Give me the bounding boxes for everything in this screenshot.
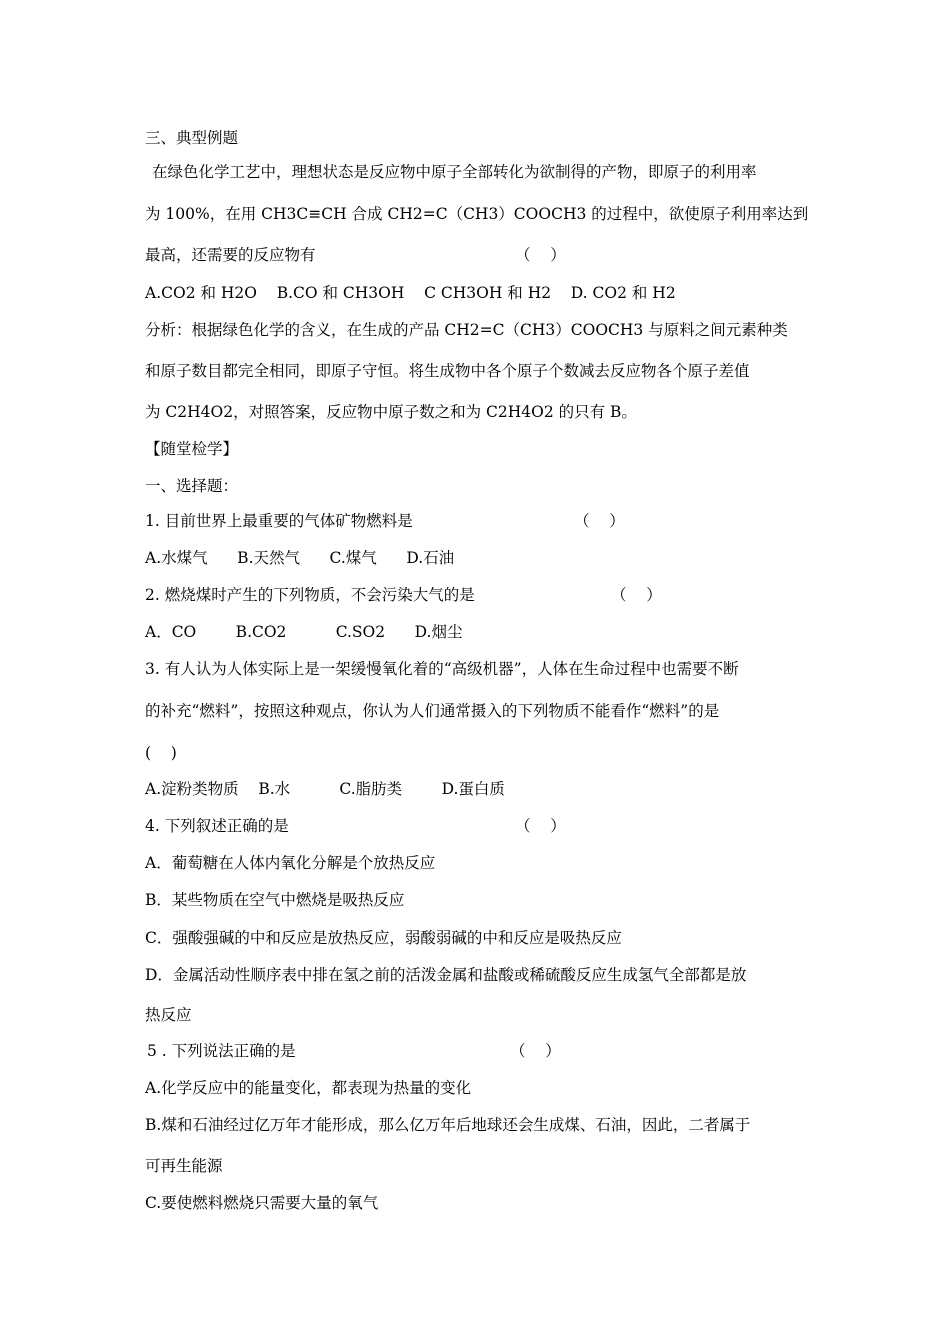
q2-answer-bracket: （ ）: [611, 586, 662, 604]
q5-option-b-line-1: B.煤和石油经过亿万年才能形成，那么亿万年后地球还会生成煤、石油，因此，二者属于: [145, 1116, 751, 1134]
q4-answer-bracket: （ ）: [515, 817, 566, 835]
q4-stem: 4. 下列叙述正确的是: [145, 817, 289, 835]
q2-stem: 2. 燃烧煤时产生的下列物质，不会污染大气的是: [145, 586, 475, 604]
q2-options: A．CO B.CO2 C.SO2 D.烟尘: [145, 623, 463, 641]
example-analysis-3: 为 C2H4O2，对照答案，反应物中原子数之和为 C2H4O2 的只有 B。: [145, 403, 637, 421]
example-line-2: 为 100%，在用 CH3C≡CH 合成 CH2=C（CH3）COOCH3 的过程中，欲使原子利用率达到: [145, 205, 809, 223]
q5-option-a: A.化学反应中的能量变化，都表现为热量的变化: [145, 1079, 472, 1097]
q4-option-d-line-1: D．金属活动性顺序表中排在氢之前的活泼金属和盐酸或稀硫酸反应生成氢气全部都是放: [145, 966, 747, 984]
q4-option-a: A．葡萄糖在人体内氧化分解是个放热反应: [145, 854, 436, 872]
section-title: 三、典型例题: [145, 129, 239, 147]
q3-answer-bracket: ( ): [145, 744, 177, 762]
example-analysis-1: 分析：根据绿色化学的含义，在生成的产品 CH2=C（CH3）COOCH3 与原料之间元素种类: [145, 321, 788, 339]
example-line-3: 最高，还需要的反应物有: [145, 246, 316, 264]
q4-option-c: C．强酸强碱的中和反应是放热反应，弱酸弱碱的中和反应是吸热反应: [145, 929, 622, 947]
example-options: A.CO2 和 H2O B.CO 和 CH3OH C CH3OH 和 H2 D. CO2 和 H2: [145, 284, 676, 302]
q1-options: A.水煤气 B.天然气 C.煤气 D.石油: [145, 549, 455, 567]
example-line-1: 在绿色化学工艺中，理想状态是反应物中原子全部转化为欲制得的产物，即原子的利用率: [152, 163, 757, 181]
q5-option-c: C.要使燃料燃烧只需要大量的氧气: [145, 1194, 379, 1212]
q3-options: A.淀粉类物质 B.水 C.脂肪类 D.蛋白质: [145, 780, 505, 798]
q5-option-b-line-2: 可再生能源: [145, 1157, 223, 1175]
q4-option-b: B．某些物质在空气中燃烧是吸热反应: [145, 891, 405, 909]
q5-answer-bracket: （ ）: [510, 1042, 561, 1060]
example-analysis-2: 和原子数目都完全相同，即原子守恒。将生成物中各个原子个数减去反应物各个原子差值: [145, 362, 750, 380]
q1-answer-bracket: （ ）: [574, 512, 625, 530]
q3-line-2: 的补充“燃料”，按照这种观点，你认为人们通常摄入的下列物质不能看作“燃料”的是: [145, 702, 720, 720]
q3-line-1: 3. 有人认为人体实际上是一架缓慢氧化着的“高级机器”，人体在生命过程中也需要不断: [145, 660, 739, 678]
q4-option-d-line-2: 热反应: [145, 1006, 192, 1024]
choice-heading: 一、选择题：: [145, 477, 239, 495]
q1-stem: 1. 目前世界上最重要的气体矿物燃料是: [145, 512, 413, 530]
q5-stem: 5 . 下列说法正确的是: [147, 1042, 296, 1060]
quiz-heading: 【随堂检学】: [145, 440, 239, 458]
example-answer-bracket: （ ）: [515, 246, 566, 264]
